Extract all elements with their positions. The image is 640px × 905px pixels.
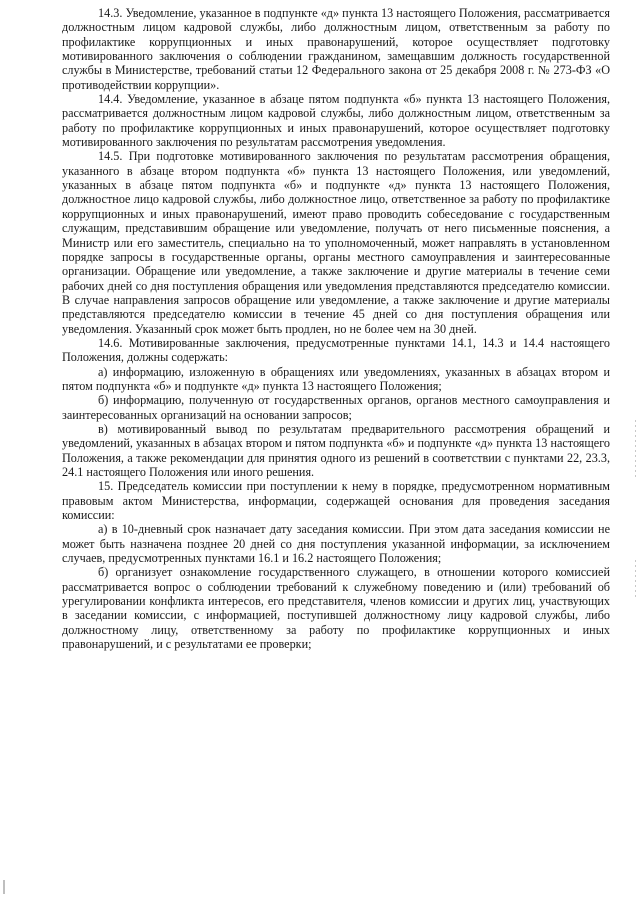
paragraph-14-6-a: а) информацию, изложенную в обращениях или уведомлениях, указанных в абзацах втором и пятом подпункта «б» и подпункте «д» пункта 13 настоящего Положения;	[62, 364, 610, 393]
paragraph-14-6-b: б) информацию, полученную от государственных органов, органов местного самоуправления и заинтересованных организаций на основании запросов;	[62, 393, 610, 422]
paragraph-14-3: 14.3. Уведомление, указанное в подпункте «д» пункта 13 настоящего Положения, рассматривается должностным лицом кадровой службы, либо должностным лицом, ответственным за работу по профилактике коррупционных и иных правонарушений, которое осуществляет подготовку мотивированного заключения о соблюдении гражданином, замещавшим должность государственной службы в Министерстве, требований статьи 12 Федерального закона от 25 декабря 2008 г. № 273-ФЗ «О противодействии коррупции».	[62, 6, 610, 92]
paragraph-15-b: б) организует ознакомление государственного служащего, в отношении которого комиссией рассматривается вопрос о соблюдении требований к служебному поведению и (или) требований об урегулировании конфликта интересов, его представителя, членов комиссии и других лиц, участвующих в заседании комиссии, с информацией, поступившей должностному лицу кадровой службы, либо должностному лицу, ответственному за работу по профилактике коррупционных и иных правонарушений, и с результатами ее проверки;	[62, 565, 610, 652]
paragraph-14-5: 14.5. При подготовке мотивированного заключения по результатам рассмотрения обращения, указанного в абзаце втором подпункта «б» пункта 13 настоящего Положения, или уведомлений, указанных в абзаце пятом подпункта «б» и подпункте «д» пункта 13 настоящего Положения, должностное лицо кадровой службы, либо должностное лицо, ответственное за работу по профилактике коррупционных и иных правонарушений, имеют право проводить собеседование с государственным служащим, представившим обращение или уведомление, получать от него письменные пояснения, а Министр или его заместитель, специально на то уполномоченный, может направлять в установленном порядке запросы в государственные органы, органы местного самоуправления и заинтересованные организации. Обращение или уведомление, а также заключение и другие материалы в течение семи рабочих дней со дня поступления обращения или уведомления представляются председателю комиссии. В случае направления запросов обращение или уведомление, а также заключение и другие материалы представляются председателю комиссии в течение 45 дней со дня поступления обращения или уведомления. Указанный срок может быть продлен, но не более чем на 30 дней.	[62, 149, 610, 336]
paragraph-15-a: а) в 10-дневный срок назначает дату заседания комиссии. При этом дата заседания комиссии не может быть назначена позднее 20 дней со дня поступления указанной информации, за исключением случаев, предусмотренных пунктами 16.1 и 16.2 настоящего Положения;	[62, 522, 610, 566]
scan-margin-mark	[3, 880, 5, 894]
scan-edge-artifact	[635, 420, 636, 480]
scan-edge-artifact	[635, 560, 636, 600]
document-page	[62, 6, 610, 651]
paragraph-14-6: 14.6. Мотивированные заключения, предусмотренные пунктами 14.1, 14.3 и 14.4 настоящего Положения, должны содержать:	[62, 335, 610, 365]
paragraph-14-4: 14.4. Уведомление, указанное в абзаце пятом подпункта «б» пункта 13 настоящего Положения, рассматривается должностным лицом кадровой службы, либо должностным лицом, ответственным за работу по профилактике коррупционных и иных правонарушений, которое осуществляет подготовку мотивированного заключения по результатам рассмотрения уведомления.	[62, 92, 610, 150]
paragraph-15: 15. Председатель комиссии при поступлении к нему в порядке, предусмотренном нормативным правовым актом Министерства, информации, содержащей основания для проведения заседания комиссии:	[62, 479, 610, 523]
paragraph-14-6-v: в) мотивированный вывод по результатам предварительного рассмотрения обращений и уведомлений, указанных в абзацах втором и пятом подпункта «б» и подпункте «д» пункта 13 настоящего Положения, а также рекомендации для принятия одного из решений в соответствии с пунктами 22, 23.3, 24.1 настоящего Положения или иного решения.	[62, 421, 610, 479]
